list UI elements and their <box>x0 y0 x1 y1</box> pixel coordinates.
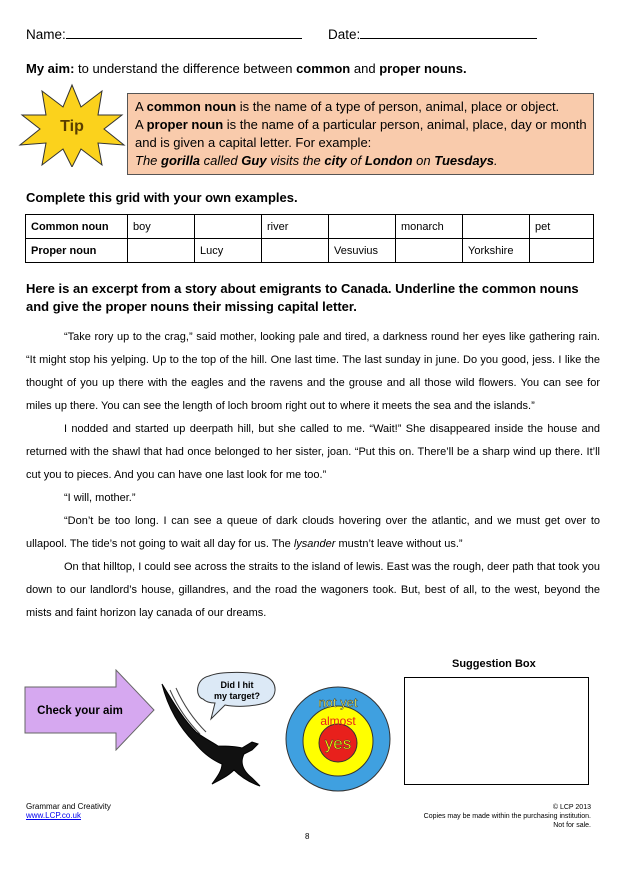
excerpt-instructions: Here is an excerpt from a story about emigrants to Canada. Underline the common nouns and give the proper nouns their missing capital letter. <box>26 281 579 314</box>
grid-cell[interactable]: pet <box>530 215 594 239</box>
ring-middle-label: almost <box>320 714 356 728</box>
bubble-line-1: Did I hit <box>220 680 254 690</box>
check-aim-arrow-icon <box>24 669 156 751</box>
tip-ex-part: Guy <box>241 153 267 168</box>
tip-common-def: is the name of a type of person, animal, place or object. <box>239 99 560 114</box>
footer-right <box>424 803 591 830</box>
tip-proper-def: is the name of a particular person, animal, place, day or month and is given a capital letter. For example: <box>135 117 587 150</box>
grid-cell[interactable] <box>396 239 463 263</box>
tip-example <box>135 152 593 170</box>
footer-note: Not for sale. <box>553 822 591 829</box>
story-paragraph: “I will, mother.” <box>64 492 136 504</box>
aim-text-and: and <box>353 61 376 76</box>
aim-term-common: common <box>296 61 351 76</box>
tip-proper-line <box>135 116 593 152</box>
tip-ex-part: gorilla <box>161 153 201 168</box>
tip-ex-part: called <box>203 153 238 168</box>
tip-ex-part: . <box>494 153 498 168</box>
story-text: mustn’t leave without us.” <box>338 538 463 550</box>
story-paragraph: “Take rory up to the crag,” said mother, looking pale and tired, a darkness round her eyes like gathering rain. “It might stop his yelping. Up to the top of the hill. One last time. The last sunday in june. Do you good, jess. I like the thought of you up there with the eagles and the ravens and the grouse and all those wild flowers. You can see for miles up there. You can see the length of loch broom right out to where it meets the sea and the islands.” <box>26 331 600 412</box>
footer-left <box>26 802 111 820</box>
tip-ex-part: visits the <box>270 153 321 168</box>
footer-note: Copies may be made within the purchasing institution. <box>423 813 591 820</box>
grid-cell[interactable]: Yorkshire <box>463 239 530 263</box>
page-number: 8 <box>305 832 310 841</box>
aim-label: My aim: <box>26 61 75 76</box>
tip-article: A <box>135 99 143 114</box>
tip-common-line <box>135 98 593 116</box>
date-field <box>328 26 537 42</box>
footer-copyright: © LCP 2013 <box>552 804 591 811</box>
grid-cell[interactable]: Vesuvius <box>329 239 396 263</box>
tip-ex-part: city <box>324 153 347 168</box>
grid-cell[interactable]: Lucy <box>195 239 262 263</box>
tip-ex-part: of <box>350 153 362 168</box>
name-line[interactable] <box>66 26 302 39</box>
aim-term-proper: proper nouns. <box>379 61 467 76</box>
target-icon <box>285 683 391 793</box>
grid-cell[interactable]: monarch <box>396 215 463 239</box>
story-text: “Don’t be too long. I can see a queue of dark clouds hovering over the atlantic, and we must get over to ullapool. The tide’s not going to wait all day for us. The <box>26 515 600 550</box>
aim-statement <box>26 61 467 76</box>
grid-title: Complete this grid with your own examples. <box>26 190 298 205</box>
footer-title: Grammar and Creativity <box>26 802 111 811</box>
date-label: Date: <box>328 27 361 42</box>
suggestion-box[interactable] <box>404 677 589 785</box>
name-label: Name: <box>26 27 66 42</box>
table-row <box>26 239 594 263</box>
tip-proper-term: proper noun <box>146 117 224 132</box>
grid-cell[interactable] <box>463 215 530 239</box>
story-paragraph: On that hilltop, I could see across the straits to the island of lewis. East was the rough, deer path that took you down to our landlord’s house, gillandres, and the road the wagoners took. But, best of all, to the west, beyond the mists and faint horizon lay canada of our dreams. <box>26 561 600 619</box>
tip-badge-text: Tip <box>60 118 84 135</box>
ring-outer-label: not yet <box>318 695 358 710</box>
suggestion-box-title: Suggestion Box <box>452 658 536 670</box>
tip-ex-part: Tuesdays <box>434 153 495 168</box>
story-paragraph <box>26 510 600 556</box>
examples-grid <box>25 214 594 263</box>
bubble-line-2: my target? <box>213 691 261 701</box>
tip-ex-part: London <box>364 153 413 168</box>
tip-star-icon <box>18 83 126 167</box>
tip-box <box>127 93 594 175</box>
story-italic-ship: lysander <box>293 538 336 550</box>
tip-ex-part: The <box>135 153 158 168</box>
date-line[interactable] <box>360 26 537 39</box>
name-field <box>26 26 302 42</box>
ring-inner-label: yes <box>324 734 352 753</box>
row-label: Proper noun <box>26 239 128 263</box>
grid-cell[interactable] <box>530 239 594 263</box>
story-paragraph: I nodded and started up deerpath hill, but she called to me. “Wait!” She disappeared inside the house and returned with the shawl that had once belonged to her sister, joan. “Put this on. There’ll be a sharp wind up there. It’ll cut you to pieces. And you can have one last look for me too.” <box>26 423 600 481</box>
footer-link[interactable]: www.LCP.co.uk <box>26 811 81 820</box>
grid-cell[interactable] <box>329 215 396 239</box>
tip-common-term: common noun <box>146 99 237 114</box>
grid-cell[interactable] <box>128 239 195 263</box>
grid-cell[interactable] <box>262 239 329 263</box>
speech-bubble <box>195 671 277 721</box>
grid-cell[interactable]: boy <box>128 215 195 239</box>
table-row <box>26 215 594 239</box>
tip-ex-part: on <box>416 153 431 168</box>
grid-cell[interactable]: river <box>262 215 329 239</box>
grid-cell[interactable] <box>195 215 262 239</box>
row-label: Common noun <box>26 215 128 239</box>
tip-article: A <box>135 117 143 132</box>
story-excerpt <box>26 326 600 625</box>
aim-text: to understand the difference between <box>78 61 293 76</box>
check-aim-label: Check your aim <box>37 705 123 717</box>
